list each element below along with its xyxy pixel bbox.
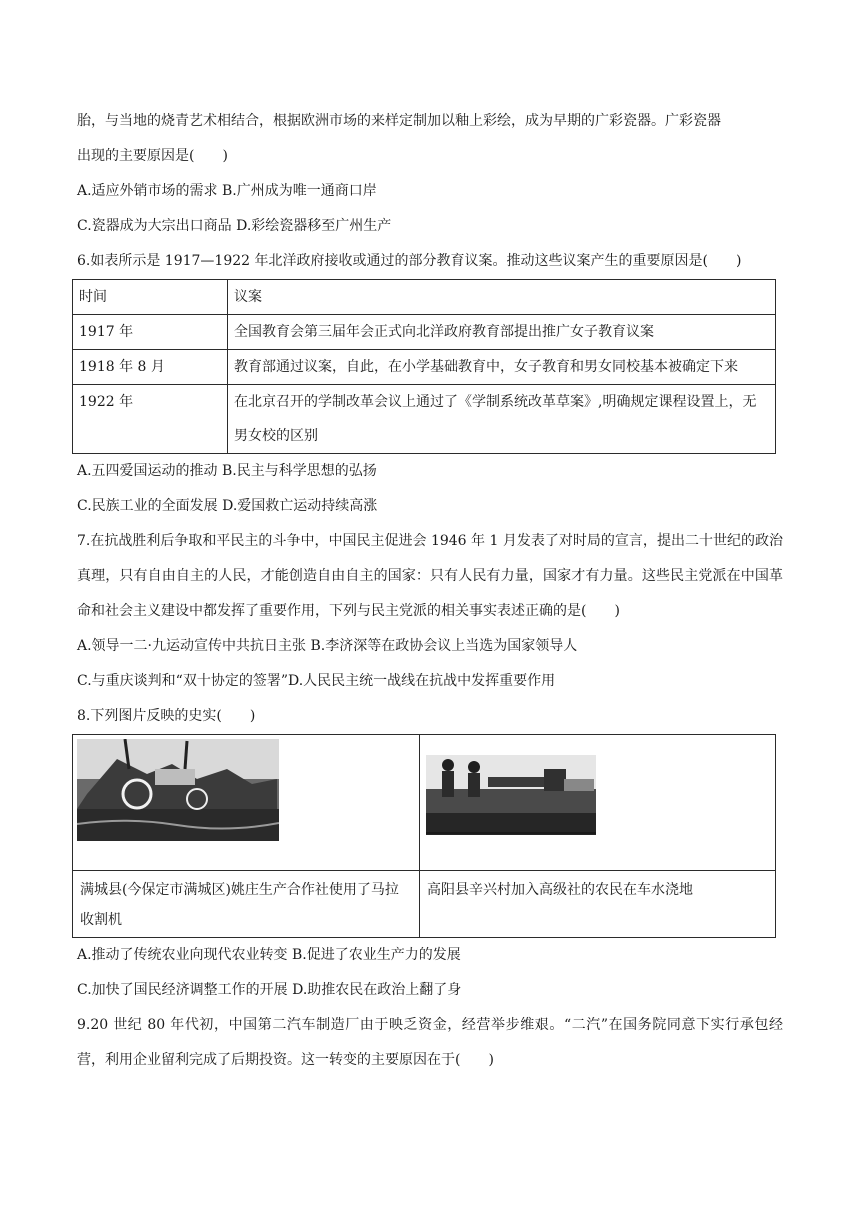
q7-options-ab: A.领导一二·九运动宣传中共抗日主张 B.李济深等在政协会议上当选为国家领导人 (77, 638, 578, 654)
photo-cell-right (420, 735, 776, 871)
q5-options-cd: C.瓷器成为大宗出口商品 D.彩绘瓷器移至广州生产 (77, 218, 392, 234)
q8-options-ab: A.推动了传统农业向现代农业转变 B.促进了农业生产力的发展 (77, 947, 461, 963)
caption-left: 满城县(今保定市满城区)姚庄生产合作社使用了马拉收割机 (73, 871, 420, 938)
q8-image-table (72, 734, 776, 938)
q6-options-ab: A.五四爱国运动的推动 B.民主与科学思想的弘扬 (77, 463, 377, 479)
caption-right: 高阳县辛兴村加入高级社的农民在车水浇地 (420, 871, 776, 938)
caption-row (73, 871, 776, 938)
q7-stem: 7.在抗战胜利后争取和平民主的斗争中，中国民主促进会 1946 年 1 月发表了对时局的宣言，提出二十世纪的政治真理，只有自由自主的人民，才能创造自由自主的国家：只有人民有力量，国家才有力量。这些民主党派在中国革命和社会主义建设中都发挥了重要作用，下列与民主党派的相关事实表述正确的是( ) (77, 533, 783, 619)
table-row (73, 315, 776, 350)
q5-continued-line-2: 出现的主要原因是( ) (77, 148, 228, 164)
table-cell-proposal: 全国教育会第三届年会正式向北洋政府教育部提出推广女子教育议案 (228, 315, 776, 350)
exam-page (77, 104, 783, 1078)
q8-options-cd: C.加快了国民经济调整工作的开展 D.助推农民在政治上翻了身 (77, 982, 462, 998)
photo-cell-left (73, 735, 420, 871)
table-cell-proposal: 在北京召开的学制改革会议上通过了《学制系统改革草案》,明确规定课程设置上，无男女校的区别 (228, 385, 776, 454)
q6-options-cd: C.民族工业的全面发展 D.爱国救亡运动持续高涨 (77, 498, 378, 514)
table-cell-time: 1917 年 (73, 315, 228, 350)
image-row (73, 735, 776, 871)
q7-options-cd: C.与重庆谈判和“双十协定的签署”D.人民民主统一战线在抗战中发挥重要作用 (77, 673, 556, 689)
table-row (73, 350, 776, 385)
irrigation-photo (426, 755, 596, 835)
table-cell-proposal: 教育部通过议案，自此，在小学基础教育中，女子教育和男女同校基本被确定下来 (228, 350, 776, 385)
q5-options-ab: A.适应外销市场的需求 B.广州成为唯一通商口岸 (77, 183, 377, 199)
table-header-time: 时间 (73, 280, 228, 315)
q9-stem: 9.20 世纪 80 年代初，中国第二汽车制造厂由于映乏资金，经营举步维艰。“二汽”在国务院同意下实行承包经营，利用企业留利完成了后期投资。这一转变的主要原因在于( ) (77, 1017, 783, 1068)
table-row (73, 385, 776, 454)
q6-stem: 6.如表所示是 1917—1922 年北洋政府接收或通过的部分教育议案。推动这些议案产生的重要原因是( ) (77, 253, 742, 269)
q6-table (72, 279, 776, 454)
harvester-photo (77, 739, 279, 841)
table-cell-time: 1918 年 8 月 (73, 350, 228, 385)
table-cell-time: 1922 年 (73, 385, 228, 454)
q5-continued-line-1: 胎，与当地的烧青艺术相结合，根据欧洲市场的来样定制加以釉上彩绘，成为早期的广彩瓷器。广彩瓷器 (77, 113, 721, 129)
table-header-row (73, 280, 776, 315)
q8-stem: 8.下列图片反映的史实( ) (77, 708, 256, 724)
table-header-proposal: 议案 (228, 280, 776, 315)
